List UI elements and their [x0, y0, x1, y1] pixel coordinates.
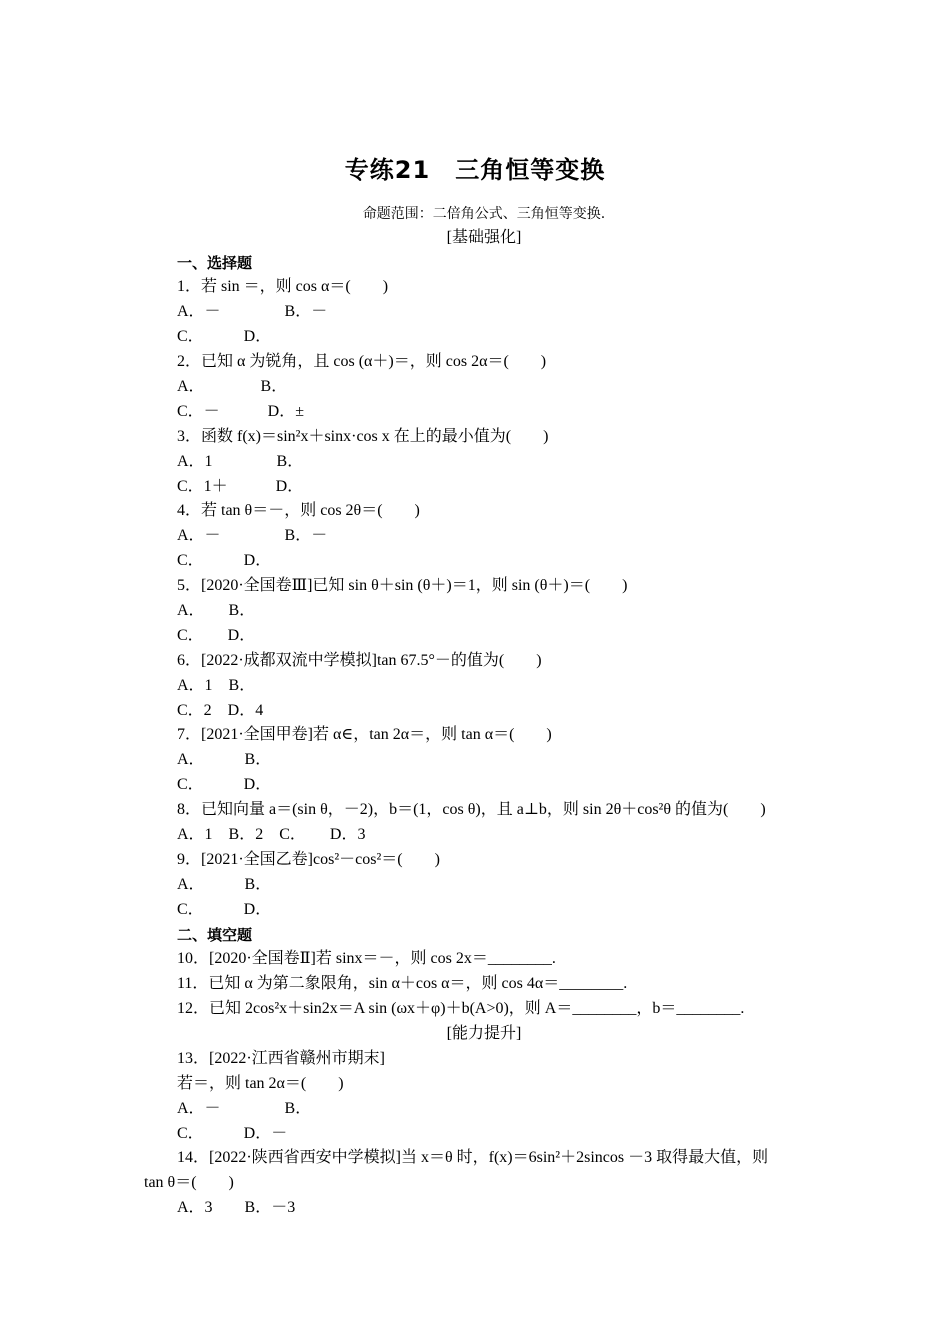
question-line: 2．已知 α 为锐角，且 cos (α＋)＝，则 cos 2α＝( ) [177, 353, 547, 370]
option-line: C．－ D．± [177, 403, 305, 420]
scope-text: 命题范围：二倍角公式、三角恒等变换. [362, 206, 606, 222]
option-line: C．1＋ D． [177, 478, 304, 495]
section-fill: 二、填空题 [177, 926, 253, 944]
page-title: 专练21 三角恒等变换 [344, 156, 606, 184]
question-line: 9．[2021·全国乙卷]cos²－cos²＝( ) [177, 851, 440, 868]
question-line: 6．[2022·成都双流中学模拟]tan 67.5°－的值为( ) [177, 652, 542, 669]
option-line: A．1 B． [177, 453, 304, 470]
option-line: C． D．－ [177, 1125, 288, 1142]
option-line: A．1 B． [177, 677, 256, 694]
option-line: A． B． [177, 751, 272, 768]
question-line: 10．[2020·全国卷Ⅱ]若 sinx＝－，则 cos 2x＝________. [177, 950, 556, 967]
question-line: 若＝，则 tan 2α＝( ) [177, 1075, 344, 1092]
question-line: 13．[2022·江西省赣州市期末] [177, 1050, 385, 1067]
option-line: A．－ B．－ [177, 303, 328, 320]
question-line: 3．函数 f(x)＝sin²x＋sinx·cos x 在上的最小值为( ) [177, 428, 549, 445]
question-line: 8．已知向量 a＝(sin θ，－2)，b＝(1，cos θ)，且 a⊥b，则 sin 2θ＋cos²θ 的值为( ) [177, 801, 766, 818]
option-line: A． B． [177, 378, 288, 395]
question-line: 5．[2020·全国卷Ⅲ]已知 sin θ＋sin (θ＋)＝1，则 sin (θ＋)＝( ) [177, 577, 628, 594]
question-line: 7．[2021·全国甲卷]若 α∈，tan 2α＝，则 tan α＝( ) [177, 726, 552, 743]
option-line: C．2 D．4 [177, 702, 264, 719]
question-line: 12．已知 2cos²x＋sin2x＝A sin (ωx＋φ)＋b(A>0)，则 A＝________，b＝________. [177, 1000, 745, 1017]
option-line: A．－ B．－ [177, 527, 328, 544]
option-line: C． D． [177, 328, 272, 345]
question-line: 4．若 tan θ＝－，则 cos 2θ＝( ) [177, 502, 420, 519]
option-line: C． D． [177, 627, 256, 644]
option-line: C． D． [177, 901, 272, 918]
question-line: 14．[2022·陕西省西安中学模拟]当 x＝θ 时，f(x)＝6sin²＋2sincos －3 取得最大值，则 [177, 1149, 769, 1166]
section-basic: [基础强化] [446, 229, 522, 246]
question-line: 1．若 sin ＝，则 cos α＝( ) [177, 278, 389, 295]
section-choice: 一、选择题 [177, 254, 253, 272]
option-line: A．－ B． [177, 1100, 312, 1117]
question-line: tan θ＝( ) [144, 1174, 234, 1191]
option-line: C． D． [177, 776, 272, 793]
option-line: C． D． [177, 552, 272, 569]
section-advanced: [能力提升] [446, 1025, 522, 1042]
option-line: A． B． [177, 876, 272, 893]
question-line: 11．已知 α 为第二象限角，sin α＋cos α＝，则 cos 4α＝________. [177, 975, 628, 992]
option-line: A． B． [177, 602, 256, 619]
option-line: A．1 B．2 C． D．3 [177, 826, 366, 843]
option-line: A．3 B．－3 [177, 1199, 296, 1216]
